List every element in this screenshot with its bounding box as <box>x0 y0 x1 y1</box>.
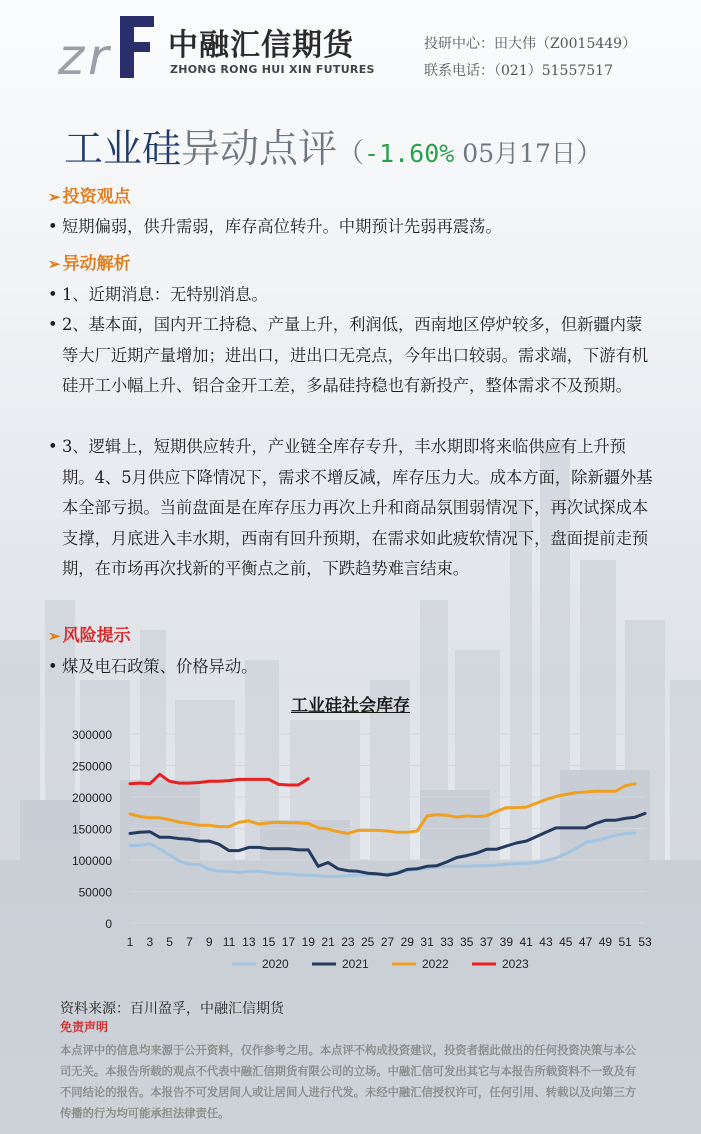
x-tick-label: 3 <box>146 935 154 949</box>
x-tick-label: 37 <box>479 935 494 949</box>
x-tick-label: 13 <box>242 935 256 949</box>
section-label: 异动解析 <box>62 254 131 274</box>
disclaimer-title: 免责声明 <box>60 1020 109 1034</box>
x-tick-label: 53 <box>638 935 652 949</box>
title-type: 异动点评 <box>181 127 338 172</box>
y-tick-label: 50000 <box>78 885 112 900</box>
analysis-text-3: 3、逻辑上，短期供应转升，产业链全库存专升，丰水期即将来临供应有上升预期。4、5月供应下降情况下，需求不增反减，库存压力大。成本方面，除新疆外基本全部亏损。当前盘面是在库存压力再次上升和商品氛围弱情况下，再次试探成本支撑，月底进入丰水期，西南有回升预期，在需求如此疲软情况下，盘面提前走预期，在市场再次找新的平衡点之前，下跌趋势难言结束。 <box>62 437 653 578</box>
y-tick-label: 200000 <box>71 791 112 805</box>
y-tick-label: 250000 <box>71 759 112 774</box>
bullet-icon: • <box>48 285 58 304</box>
view-bullet <box>48 212 658 243</box>
contact-researcher: 投研中心：田大伟（Z0015449） <box>424 36 637 52</box>
analysis-text-2: 2、基本面，国内开工持稳、产量上升，利润低，西南地区停炉较多，但新疆内蒙等大厂近期产量增加；进出口，进出口无亮点，今年出口较弱。需求端，下游有机硅开工小幅上升、铝合金开工差，多晶硅持稳也有新投产，整体需求不及预期。 <box>62 315 649 395</box>
x-tick-label: 19 <box>301 935 315 949</box>
x-tick-label: 25 <box>361 935 375 949</box>
company-name-en: ZHONG RONG HUI XIN FUTURES <box>170 63 375 76</box>
bullet-icon: • <box>48 657 58 676</box>
arrow-icon: ➢ <box>48 627 61 645</box>
series-line-2020 <box>130 833 635 877</box>
view-text: 短期偏弱，供升需弱，库存高位转升。中期预计先弱再震荡。 <box>62 217 502 236</box>
y-tick-label: 150000 <box>71 822 112 837</box>
legend-label: 2021 <box>342 957 369 971</box>
series-line-2021 <box>130 813 645 875</box>
section-label: 风险提示 <box>62 626 131 646</box>
section-heading-risk <box>48 621 131 646</box>
section-heading-analysis <box>48 249 131 274</box>
contact-phone: 联系电话：（021）51557517 <box>424 63 613 79</box>
analysis-bullet-3 <box>48 432 658 585</box>
svg-text:r: r <box>88 28 109 82</box>
y-tick-label: 300000 <box>71 728 112 742</box>
series-line-2022 <box>130 784 635 834</box>
x-tick-label: 43 <box>539 935 553 949</box>
title-change-pct: -1.60% <box>364 139 455 168</box>
company-logo-icon <box>58 12 158 82</box>
x-tick-label: 9 <box>205 935 213 949</box>
x-tick-label: 17 <box>281 935 296 949</box>
x-tick-label: 21 <box>321 935 335 949</box>
x-tick-label: 45 <box>559 935 573 949</box>
arrow-icon: ➢ <box>48 188 61 206</box>
chart-title: 工业硅社会库存 <box>291 696 410 715</box>
analysis-bullet-2 <box>48 310 658 402</box>
series-line-2023 <box>130 774 308 785</box>
title-close-paren: ） <box>575 138 603 169</box>
title-open-paren: （ <box>337 138 365 169</box>
risk-text: 煤及电石政策、价格异动。 <box>62 657 258 676</box>
title-product: 工业硅 <box>64 127 182 172</box>
x-tick-label: 1 <box>126 935 134 949</box>
y-tick-label: 0 <box>105 917 112 931</box>
y-tick-label: 100000 <box>71 854 112 868</box>
data-source: 资料来源：百川盈孚，中融汇信期货 <box>60 1001 284 1017</box>
analysis-text-1: 1、近期消息：无特别消息。 <box>62 285 268 304</box>
x-tick-label: 15 <box>261 935 276 949</box>
legend-label: 2023 <box>502 957 529 971</box>
arrow-icon: ➢ <box>48 255 61 273</box>
bullet-icon: • <box>48 437 58 456</box>
risk-bullet <box>48 652 658 683</box>
legend-label: 2020 <box>262 957 289 971</box>
x-tick-label: 27 <box>380 935 395 949</box>
legend-label: 2022 <box>422 957 449 971</box>
title-date: 05月17日 <box>454 139 576 168</box>
x-tick-label: 33 <box>440 935 454 949</box>
x-tick-label: 49 <box>598 935 613 949</box>
x-tick-label: 7 <box>186 935 193 949</box>
disclaimer-text: 本点评中的信息均来源于公开资料，仅作参考之用。本点评不构成投资建议，投资者据此做出的任何投资决策与本公司无关。本报告所载的观点不代表中融汇信期货有限公司的立场。中融汇信可发出其它与本报告所载资料不一致及有不同结论的报告。本报告不可发居间人或让居间人进行代发。未经中融汇信授权许可，任何引用、转载以及向第三方传播的行为均可能承担法律责任。 <box>60 1044 637 1120</box>
x-tick-label: 11 <box>222 935 236 949</box>
svg-text:z: z <box>58 28 85 82</box>
company-name-cn: 中融汇信期货 <box>168 28 354 63</box>
bullet-icon: • <box>48 315 58 334</box>
x-tick-label: 51 <box>618 935 632 949</box>
x-tick-label: 39 <box>499 935 514 949</box>
analysis-bullet-1 <box>48 280 658 311</box>
x-tick-label: 23 <box>341 935 355 949</box>
section-label: 投资观点 <box>62 187 131 207</box>
x-tick-label: 5 <box>166 935 173 949</box>
bullet-icon: • <box>48 217 58 236</box>
x-tick-label: 35 <box>460 935 474 949</box>
section-heading-view <box>48 182 131 207</box>
x-tick-label: 31 <box>420 935 434 949</box>
x-tick-label: 41 <box>519 935 533 949</box>
x-tick-label: 47 <box>578 935 593 949</box>
x-tick-label: 29 <box>400 935 414 949</box>
page-title <box>64 118 603 174</box>
inventory-line-chart <box>60 718 660 988</box>
